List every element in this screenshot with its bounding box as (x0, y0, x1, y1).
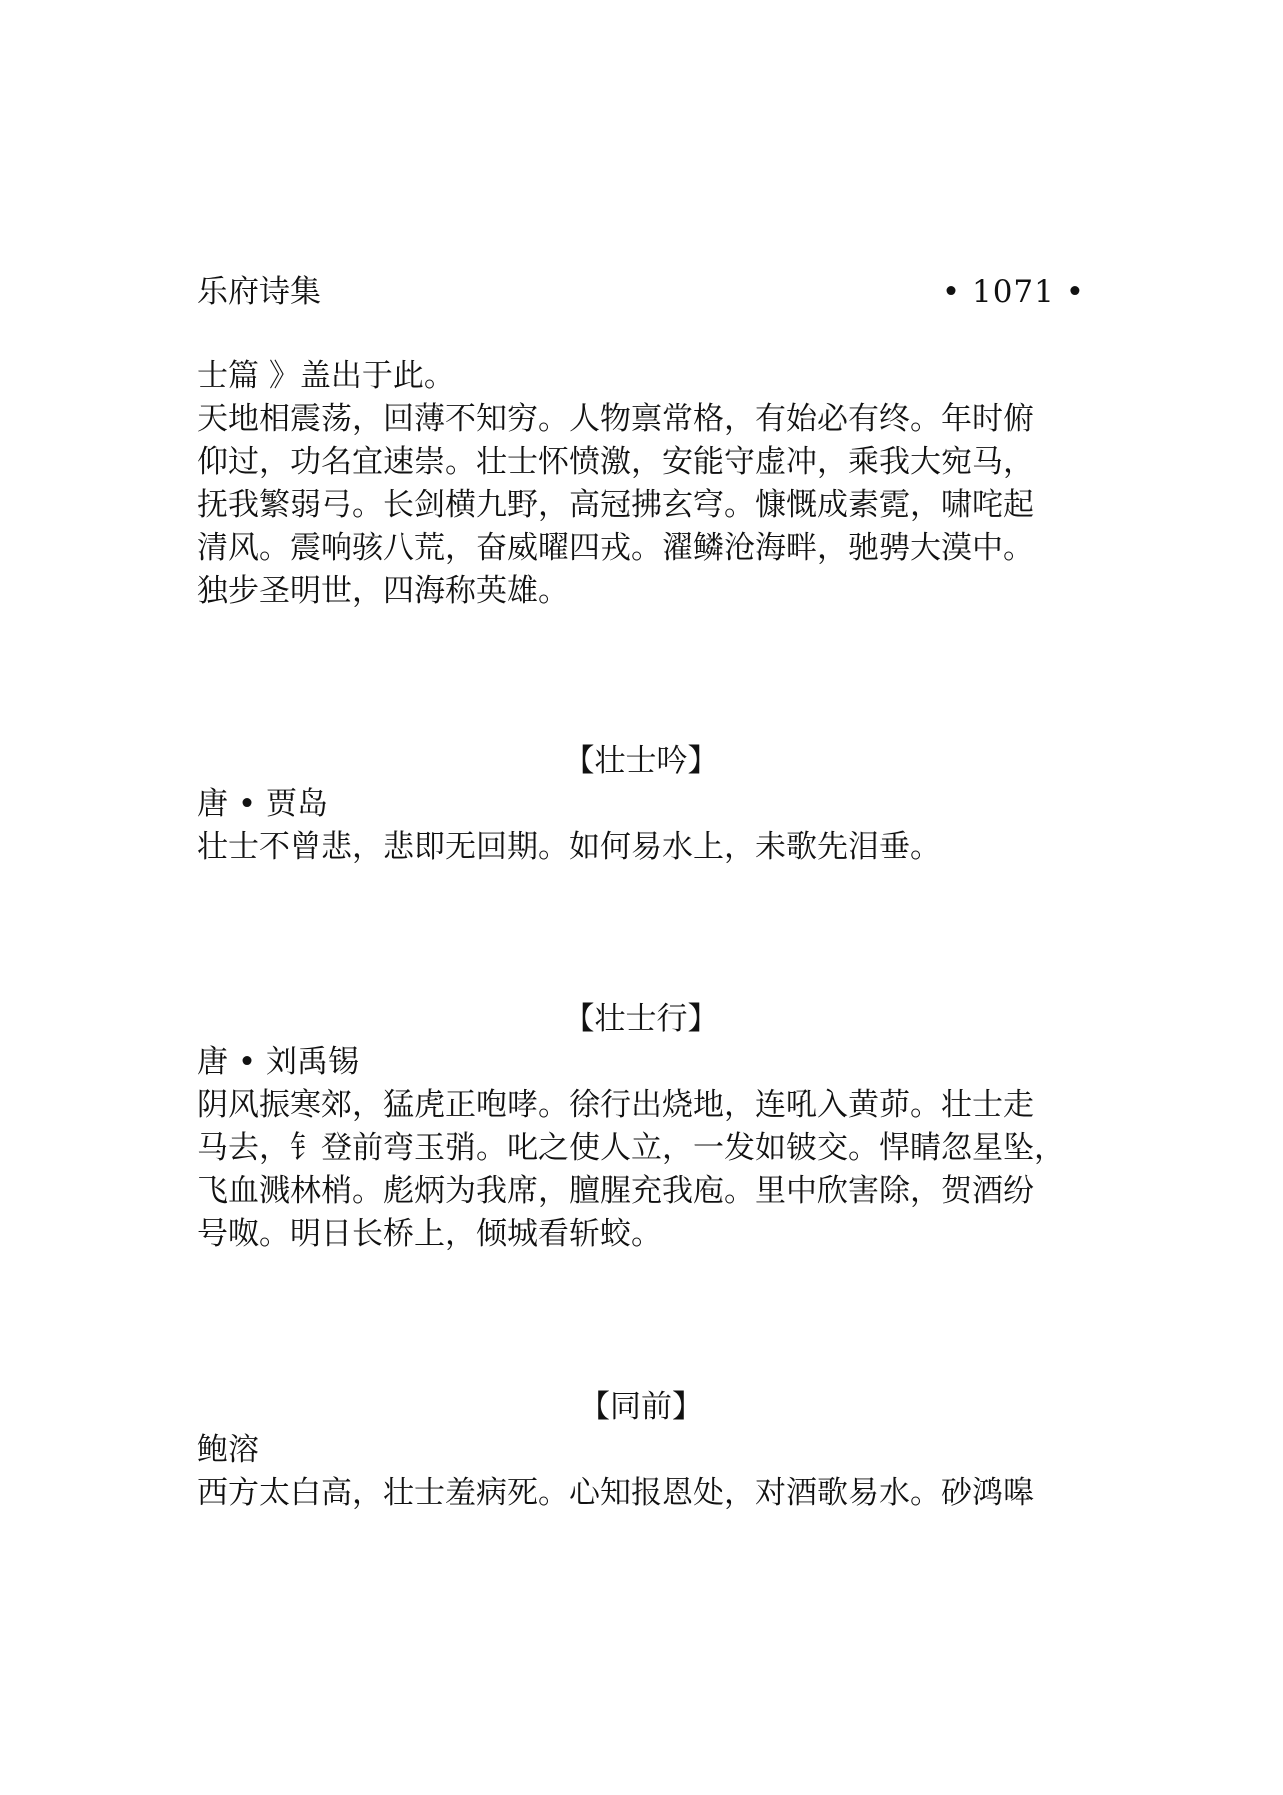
text-line: 飞血溅林梢。彪炳为我席，膻腥充我庖。里中欣害除，贺酒纷 (197, 1173, 1034, 1209)
text-line: 阴风振寒郊，猛虎正咆哮。徐行出烧地，连吼入黄茆。壮士走 (197, 1087, 1034, 1123)
text-line: 抚我繁弱弓。长剑横九野，高冠拂玄穹。慷慨成素霓，啸咤起 (197, 487, 1034, 523)
poem-section (197, 1041, 1107, 1256)
text-line: 马去，钅登前弯玉弰。叱之使人立，一发如铍交。悍睛忽星坠， (197, 1130, 1065, 1166)
poem-section (197, 783, 1107, 869)
poem-author: 鲍溶 (197, 1432, 259, 1468)
section-title: 【壮士行】 (563, 1001, 719, 1037)
section-title: 【同前】 (579, 1389, 703, 1425)
poem-author: 唐 • 贾岛 (197, 786, 328, 822)
intro-text (197, 355, 1107, 613)
text-line: 号呶。明日长桥上，倾城看斩蛟。 (197, 1216, 662, 1252)
poem-author: 唐 • 刘禹锡 (197, 1044, 359, 1080)
section-title: 【壮士吟】 (563, 743, 719, 779)
text-line: 西方太白高，壮士羞病死。心知报恩处，对酒歌易水。砂鸿嗥 (197, 1475, 1034, 1511)
text-line: 壮士不曾悲，悲即无回期。如何易水上，未歌先泪垂。 (197, 829, 941, 865)
text-line: 独步圣明世，四海称英雄。 (197, 573, 569, 609)
text-line: 清风。震响骇八荒，奋威曜四戎。濯鳞沧海畔，驰骋大漠中。 (197, 530, 1034, 566)
page-header (197, 270, 1085, 314)
poem-section (197, 1429, 1107, 1515)
book-title: 乐府诗集 (197, 274, 321, 310)
text-line: 天地相震荡，回薄不知穷。人物禀常格，有始必有终。年时俯 (197, 401, 1034, 437)
text-line: 士篇 》盖出于此。 (197, 358, 455, 394)
text-line: 仰过，功名宜速崇。壮士怀愤激，安能守虚冲，乘我大宛马， (197, 444, 1034, 480)
page-number: • 1071 • (941, 274, 1085, 310)
